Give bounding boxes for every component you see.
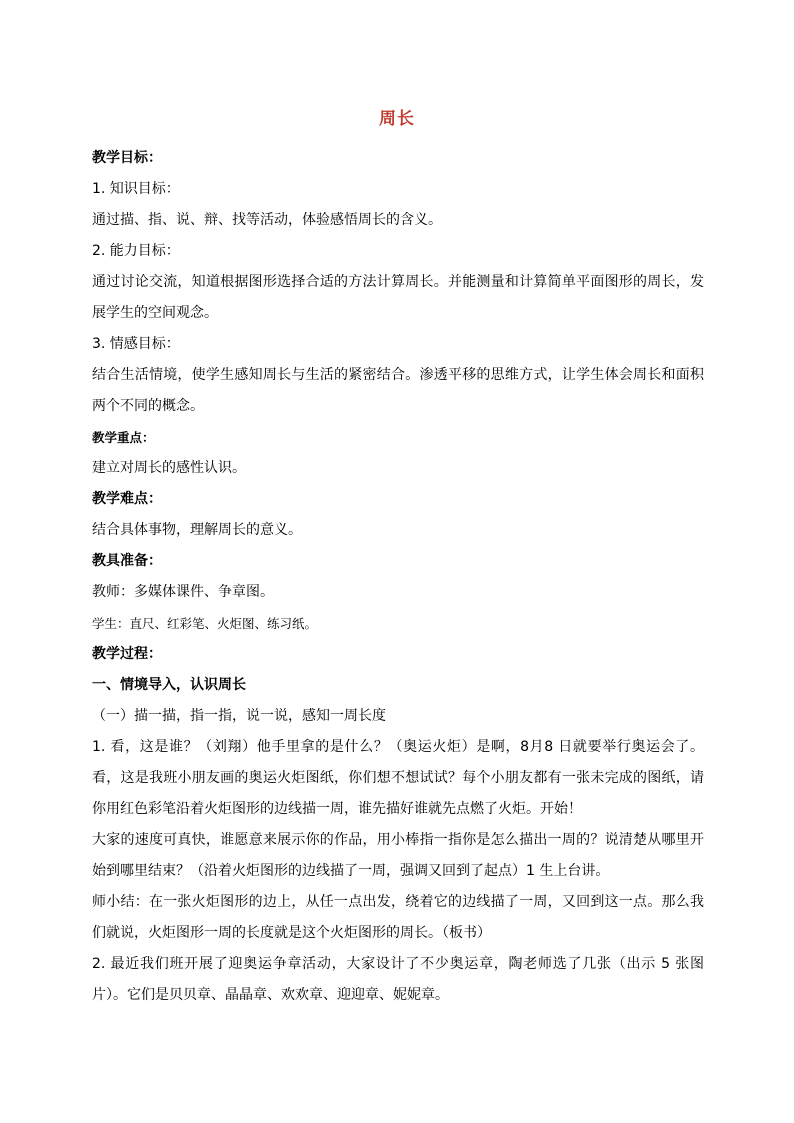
process-subheading-1: （一）描一描，指一指，说一说，感知一周长度 (92, 708, 386, 724)
teacher-materials-text: 教师：多媒体课件、争章图。 (92, 584, 274, 600)
student-materials-text: 学生：直尺、红彩笔、火炬图、练习纸。 (92, 616, 318, 631)
document-body (92, 143, 704, 1011)
section-heading-materials: 教具准备： (92, 553, 162, 569)
document-title: 周长 (379, 109, 415, 129)
objective-3-heading: 3. 情感目标： (92, 336, 180, 352)
objective-2-text: 通过讨论交流，知道根据图形选择合适的方法计算周长。并能测量和计算简单平面图形的周长，发展学生的空间观念。 (92, 274, 704, 321)
process-paragraph-2: 大家的速度可真快，谁愿意来展示你的作品，用小棒指一指你是怎么描出一周的？说清楚从哪里开始到哪里结束？（沿着火炬图形的边线描了一周，强调又回到了起点）1 生上台讲。 (92, 832, 704, 879)
section-heading-difficulties: 教学难点： (92, 491, 162, 507)
teacher-summary-paragraph: 师小结：在一张火炬图形的边上，从任一点出发，绕着它的边线描了一周，又回到这一点。那么我们就说，火炬图形一周的长度就是这个火炬图形的周长。（板书） (92, 894, 704, 941)
section-heading-process: 教学过程： (92, 646, 162, 662)
section-heading-objectives: 教学目标： (92, 150, 162, 166)
process-part-1-heading: 一、情境导入，认识周长 (92, 677, 246, 693)
objective-1-heading: 1. 知识目标： (92, 181, 180, 197)
difficulties-text: 结合具体事物，理解周长的意义。 (92, 522, 302, 538)
process-paragraph-3: 2. 最近我们班开展了迎奥运争章活动，大家设计了不少奥运章，陶老师选了几张（出示 5 张图片）。它们是贝贝章、晶晶章、欢欢章、迎迎章、妮妮章。 (92, 956, 704, 1003)
objective-1-text: 通过描、指、说、辩、找等活动，体验感悟周长的含义。 (92, 212, 442, 228)
key-points-text: 建立对周长的感性认识。 (92, 460, 246, 476)
objective-3-text: 结合生活情境，使学生感知周长与生活的紧密结合。渗透平移的思维方式，让学生体会周长和面积两个不同的概念。 (92, 367, 704, 414)
section-heading-key-points: 教学重点： (92, 430, 155, 445)
objective-2-heading: 2. 能力目标： (92, 243, 180, 259)
process-paragraph-1: 1. 看，这是谁？（刘翔）他手里拿的是什么？（奥运火炬）是啊，8月8 日就要举行奥运会了。看，这是我班小朋友画的奥运火炬图纸，你们想不想试试？每个小朋友都有一张未完成的图纸，请你用红色彩笔沿着火炬图形的边线描一周，谁先描好谁就先点燃了火炬。开始！ (92, 739, 704, 817)
